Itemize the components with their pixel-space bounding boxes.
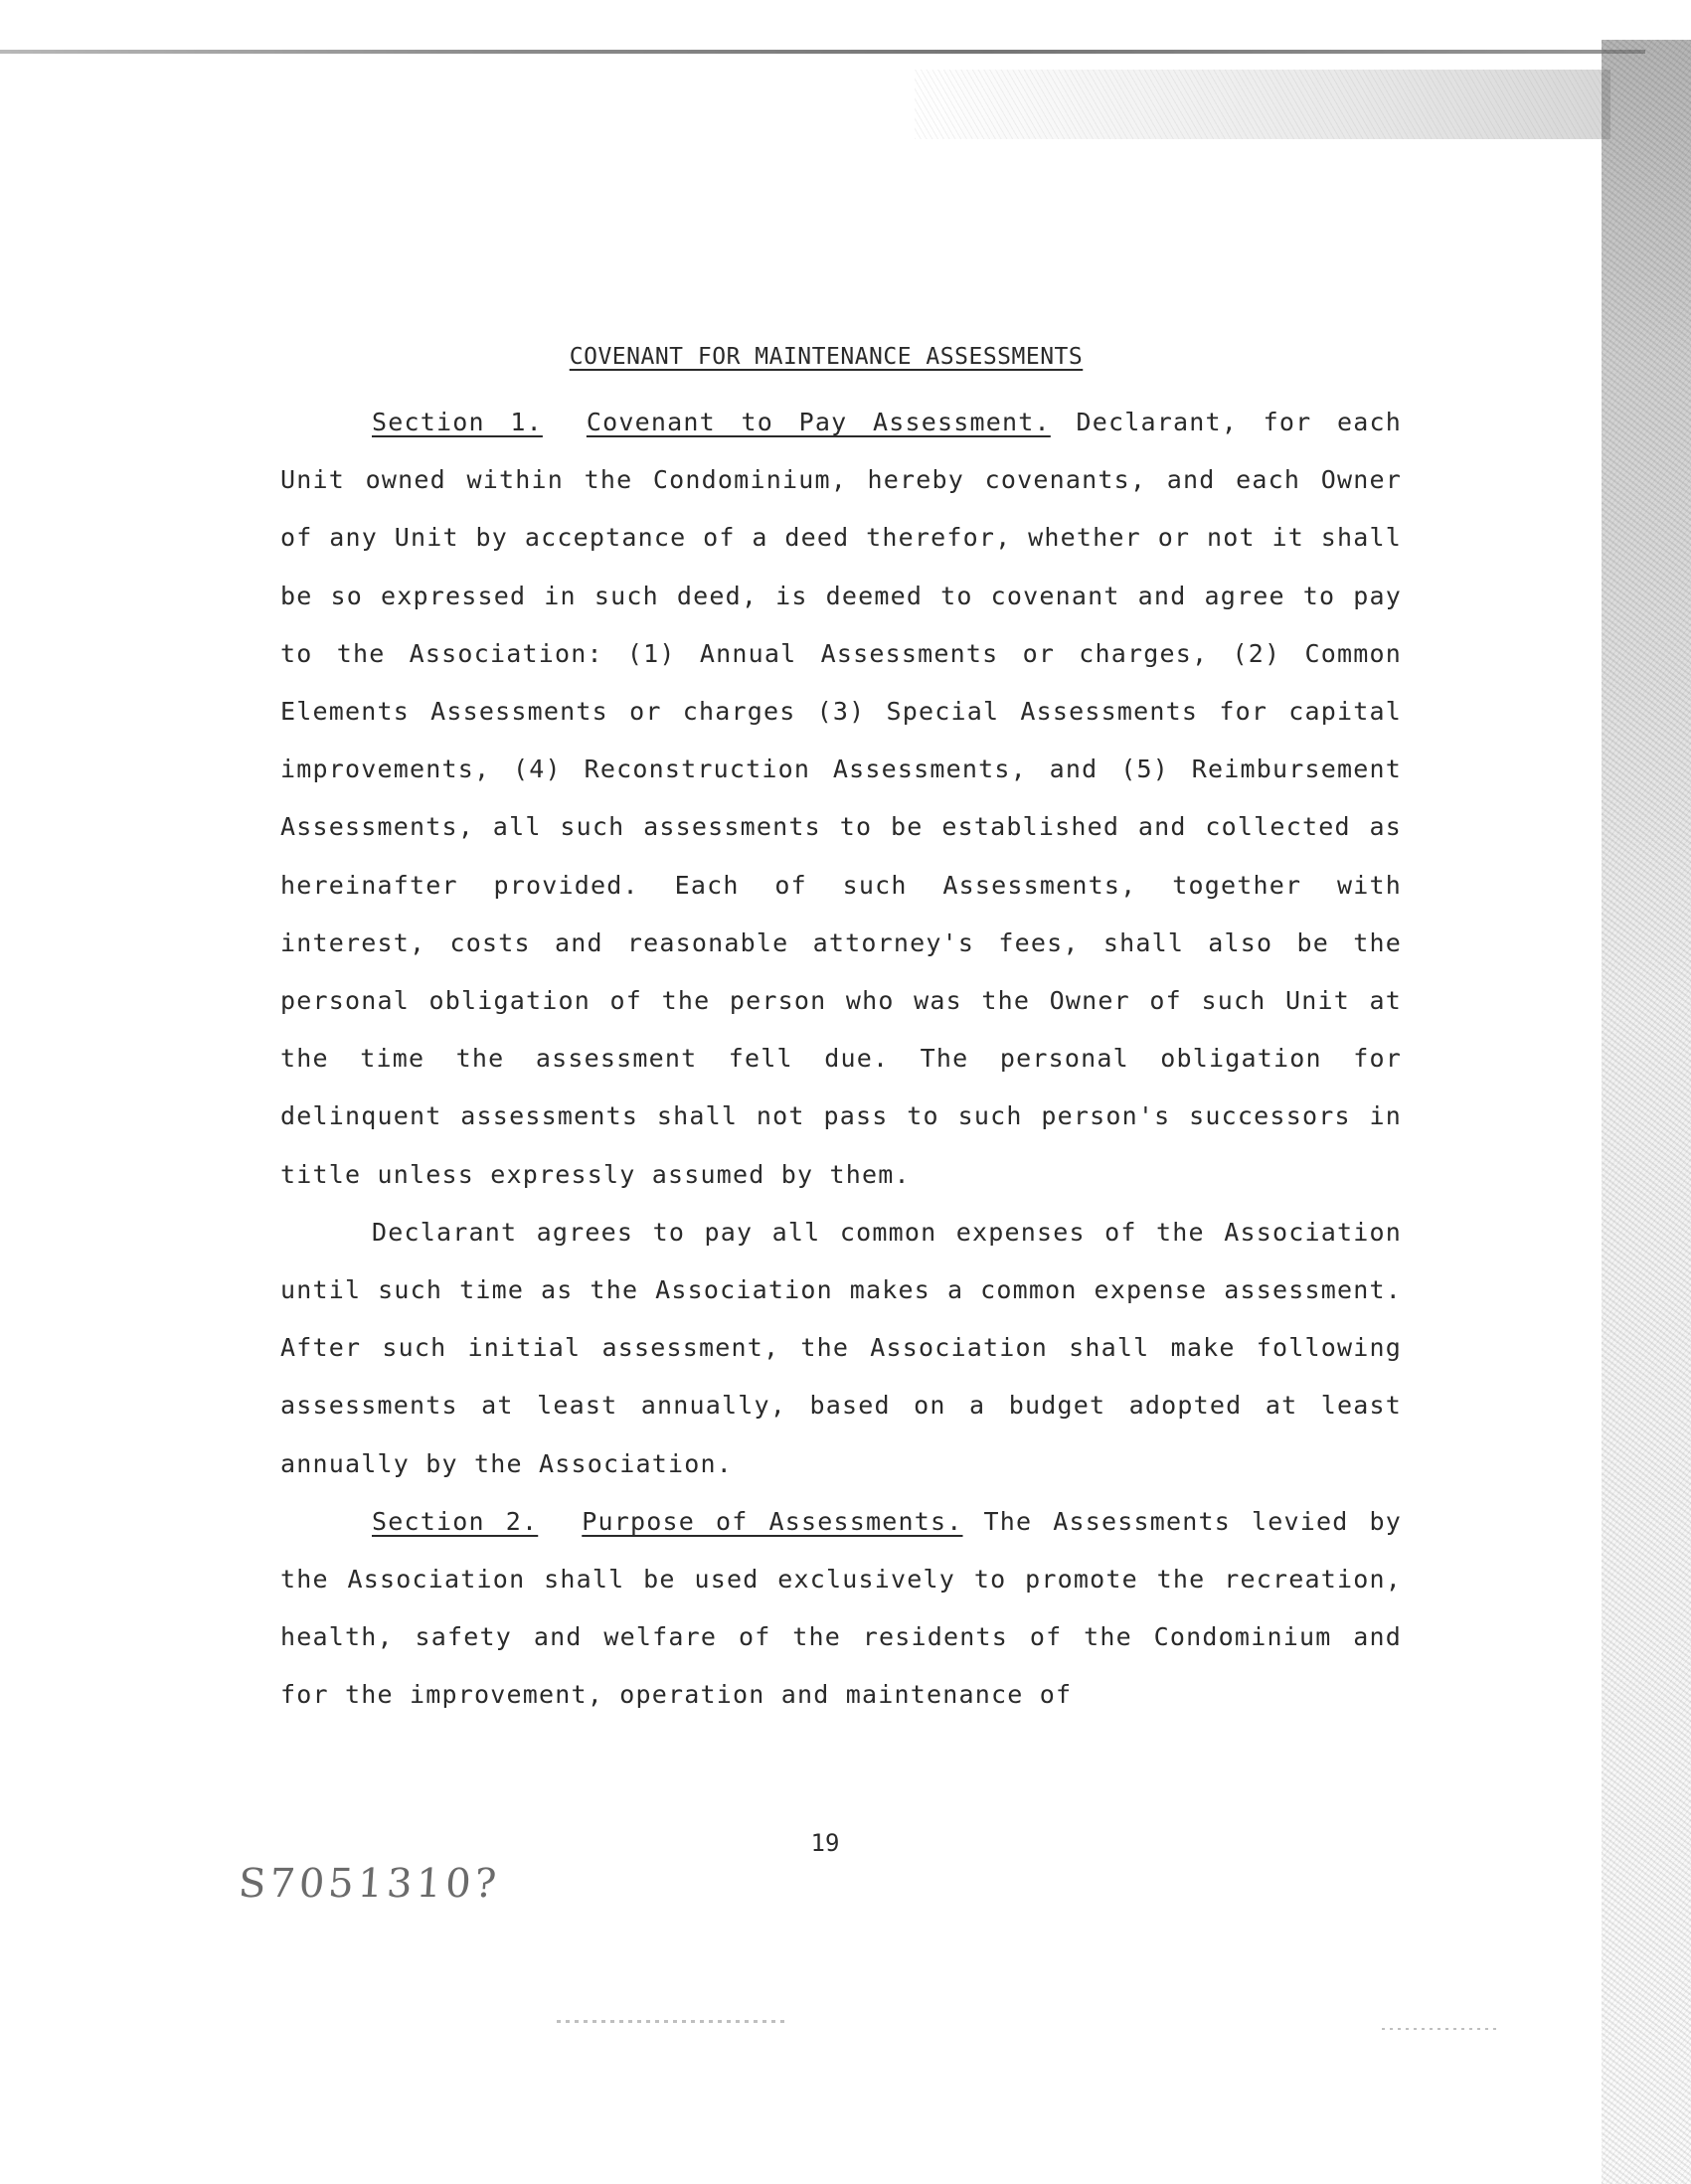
- scan-top-noise: [915, 70, 1610, 139]
- scan-bottom-smudge-right: [1382, 2028, 1501, 2030]
- section-1-label: Section 1.: [372, 408, 543, 436]
- section-1-body: Declarant, for each Unit owned within the Condominium, hereby covenants, and each Owner of any Unit by acceptance of a deed therefor, whether or not it shall be so expressed in such deed, is deemed to covenant and agree to pay to the Association: (1) Annual Assessments or charges, (2) Common Elements Assessments or charges (3) Special Assessments for capital improvements, (4) Reconstruction Assessments, and (5) Reimbursement Assessments, all such assessments to be established and collected as hereinafter provided. Each of such Assessments, together with interest, costs and reasonable attorney's fees, shall also be the personal obligation of the person who was the Owner of such Unit at the time the assessment fell due. The personal obligation for delinquent assessments shall not pass to such person's successors in title unless expressly assumed by them.: [280, 408, 1402, 1189]
- scan-right-edge-noise: [1602, 40, 1691, 2184]
- section-1-paragraph: [280, 394, 1402, 1204]
- section-1-paragraph-2: Declarant agrees to pay all common expenses of the Association until such time as the Association makes a common expense assessment. After such initial assessment, the Association shall make following assessments at least annually, based on a budget adopted at least annually by the Association.: [280, 1217, 1402, 1478]
- document-body: [280, 334, 1402, 1725]
- scan-bottom-smudge: [557, 2020, 785, 2023]
- document-title: COVENANT FOR MAINTENANCE ASSESSMENTS: [569, 344, 1084, 370]
- page-number: 19: [810, 1829, 840, 1857]
- scan-top-edge: [0, 50, 1645, 54]
- document-stamp: S7051310?: [237, 1861, 502, 1907]
- section-1-heading: Covenant to Pay Assessment.: [586, 408, 1051, 436]
- section-2-label: Section 2.: [372, 1506, 539, 1536]
- section-2-paragraph: [280, 1493, 1402, 1725]
- section-2-body: The Assessments levied by the Association shall be used exclusively to promote the recreation, health, safety and welfare of the residents of the Condominium and for the improvement, operation and maintenance of: [280, 1506, 1402, 1710]
- section-2-heading: Purpose of Assessments.: [582, 1506, 963, 1536]
